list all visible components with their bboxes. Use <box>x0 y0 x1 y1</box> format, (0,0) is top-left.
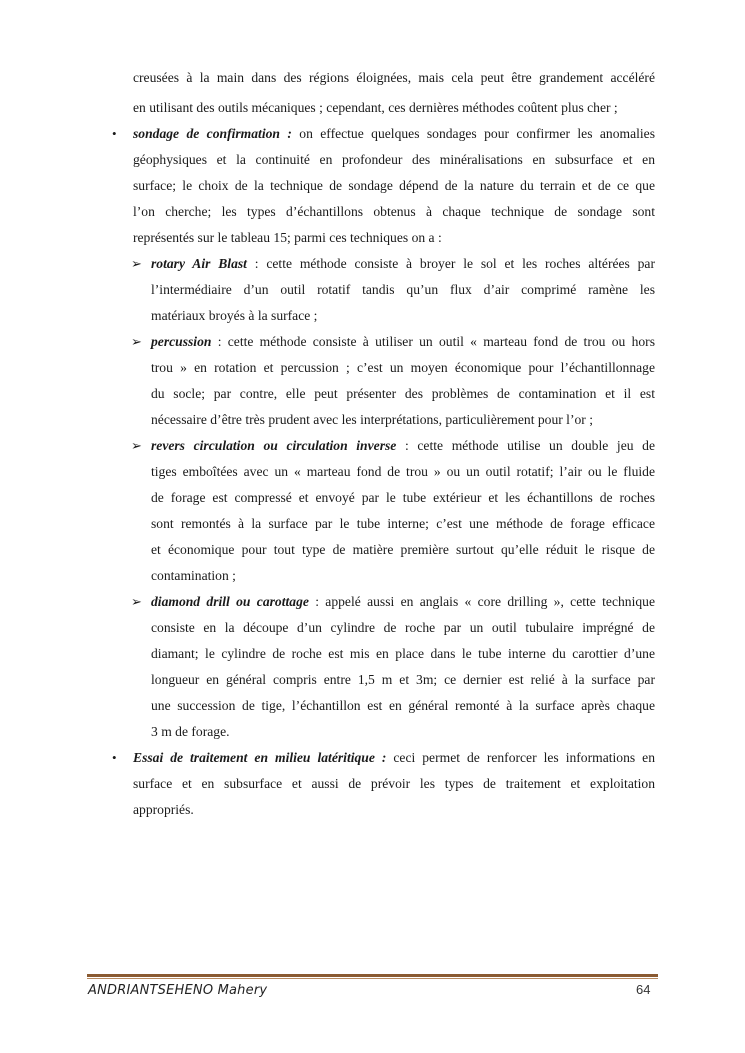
footer-author: ANDRIANTSEHENO Mahery <box>88 983 268 998</box>
list-item-text: ceci permet de renforcer les informations en <box>386 750 655 765</box>
list-item-title: sondage de confirmation : <box>133 126 292 141</box>
list-item-first-line <box>133 126 655 142</box>
list-item-title: percussion <box>151 334 212 349</box>
list-item-first-line <box>151 594 655 610</box>
list-item-title: Essai de traitement en milieu latéritique : <box>133 750 387 765</box>
text-line: 3 m de forage. <box>151 724 230 739</box>
text-line: surface et en subsurface et aussi de prévoir les types de traitement et exploitation <box>133 776 655 791</box>
list-item-title: diamond drill ou carottage <box>151 594 309 609</box>
arrow-bullet-icon: ➢ <box>131 334 142 349</box>
text-line: appropriés. <box>133 802 194 817</box>
text-line: une succession de tige, l’échantillon est en général remonté à la surface après chaque <box>151 698 655 713</box>
page-number: 64 <box>636 982 651 997</box>
text-line: tiges emboîtées avec un « marteau fond de trou » ou un outil rotatif; l’air ou le fluide <box>151 464 655 479</box>
text-line: nécessaire d’être très prudent avec les interprétations, particulièrement pour l’or ; <box>151 412 593 427</box>
text-line: représentés sur le tableau 15; parmi ces techniques on a : <box>133 230 442 245</box>
list-item-first-line <box>151 334 655 350</box>
text-line: diamant; le cylindre de roche est mis en place dans le tube interne du carottier d’une <box>151 646 655 661</box>
list-item-first-line <box>133 750 655 766</box>
text-line: matériaux broyés à la surface ; <box>151 308 318 323</box>
list-item-text: : cette méthode utilise un double jeu de <box>396 438 656 453</box>
arrow-bullet-icon: ➢ <box>131 594 142 609</box>
list-item-text: : cette méthode consiste à broyer le sol et les roches altérées par <box>246 256 655 271</box>
text-line: trou » en rotation et percussion ; c’est un moyen économique pour l’échantillonnage <box>151 360 655 375</box>
arrow-bullet-icon: ➢ <box>131 256 142 271</box>
text-line: et économique pour tout type de matière première surtout qu’elle réduit le risque de <box>151 542 655 557</box>
footer-rule <box>87 974 658 977</box>
text-line: creusées à la main dans des régions éloignées, mais cela peut être grandement accéléré <box>133 70 655 85</box>
text-line: surface; le choix de la technique de sondage dépend de la nature du terrain et de ce que <box>133 178 655 193</box>
text-line: longueur en général compris entre 1,5 m et 3m; ce dernier est relié à la surface par <box>151 672 655 687</box>
text-line: l’on cherche; les types d’échantillons obtenus à chaque technique de sondage sont <box>133 204 655 219</box>
arrow-bullet-icon: ➢ <box>131 438 142 453</box>
list-item-text: : cette méthode consiste à utiliser un outil « marteau fond de trou ou hors <box>211 334 655 349</box>
footer-rule-thin <box>87 978 658 979</box>
list-item-first-line <box>151 438 655 454</box>
text-line: en utilisant des outils mécaniques ; cependant, ces dernières méthodes coûtent plus cher ; <box>133 100 618 115</box>
list-item-title: revers circulation ou circulation inverse <box>151 438 397 453</box>
list-item-text: on effectue quelques sondages pour confirmer les anomalies <box>291 126 655 141</box>
text-line: contamination ; <box>151 568 236 583</box>
text-line: l’intermédiaire d’un outil rotatif tandis qu’un flux d’air comprimé ramène les <box>151 282 655 297</box>
text-line: du socle; par contre, elle peut présenter des problèmes de contamination et il est <box>151 386 655 401</box>
bullet-icon: • <box>112 126 117 141</box>
list-item-first-line <box>151 256 655 272</box>
list-item-text: : appelé aussi en anglais « core drilling », cette technique <box>308 594 655 609</box>
text-line: géophysiques et la continuité en profondeur des minéralisations en subsurface et en <box>133 152 655 167</box>
text-line: sont remontés à la surface par le tube interne; c’est une méthode de forage efficace <box>151 516 655 531</box>
bullet-icon: • <box>112 750 117 765</box>
text-line: consiste en la découpe d’un cylindre de roche par un outil tubulaire imprégné de <box>151 620 655 635</box>
text-line: de forage est compressé et envoyé par le tube extérieur et les échantillons de roches <box>151 490 655 505</box>
list-item-title: rotary Air Blast <box>151 256 247 271</box>
